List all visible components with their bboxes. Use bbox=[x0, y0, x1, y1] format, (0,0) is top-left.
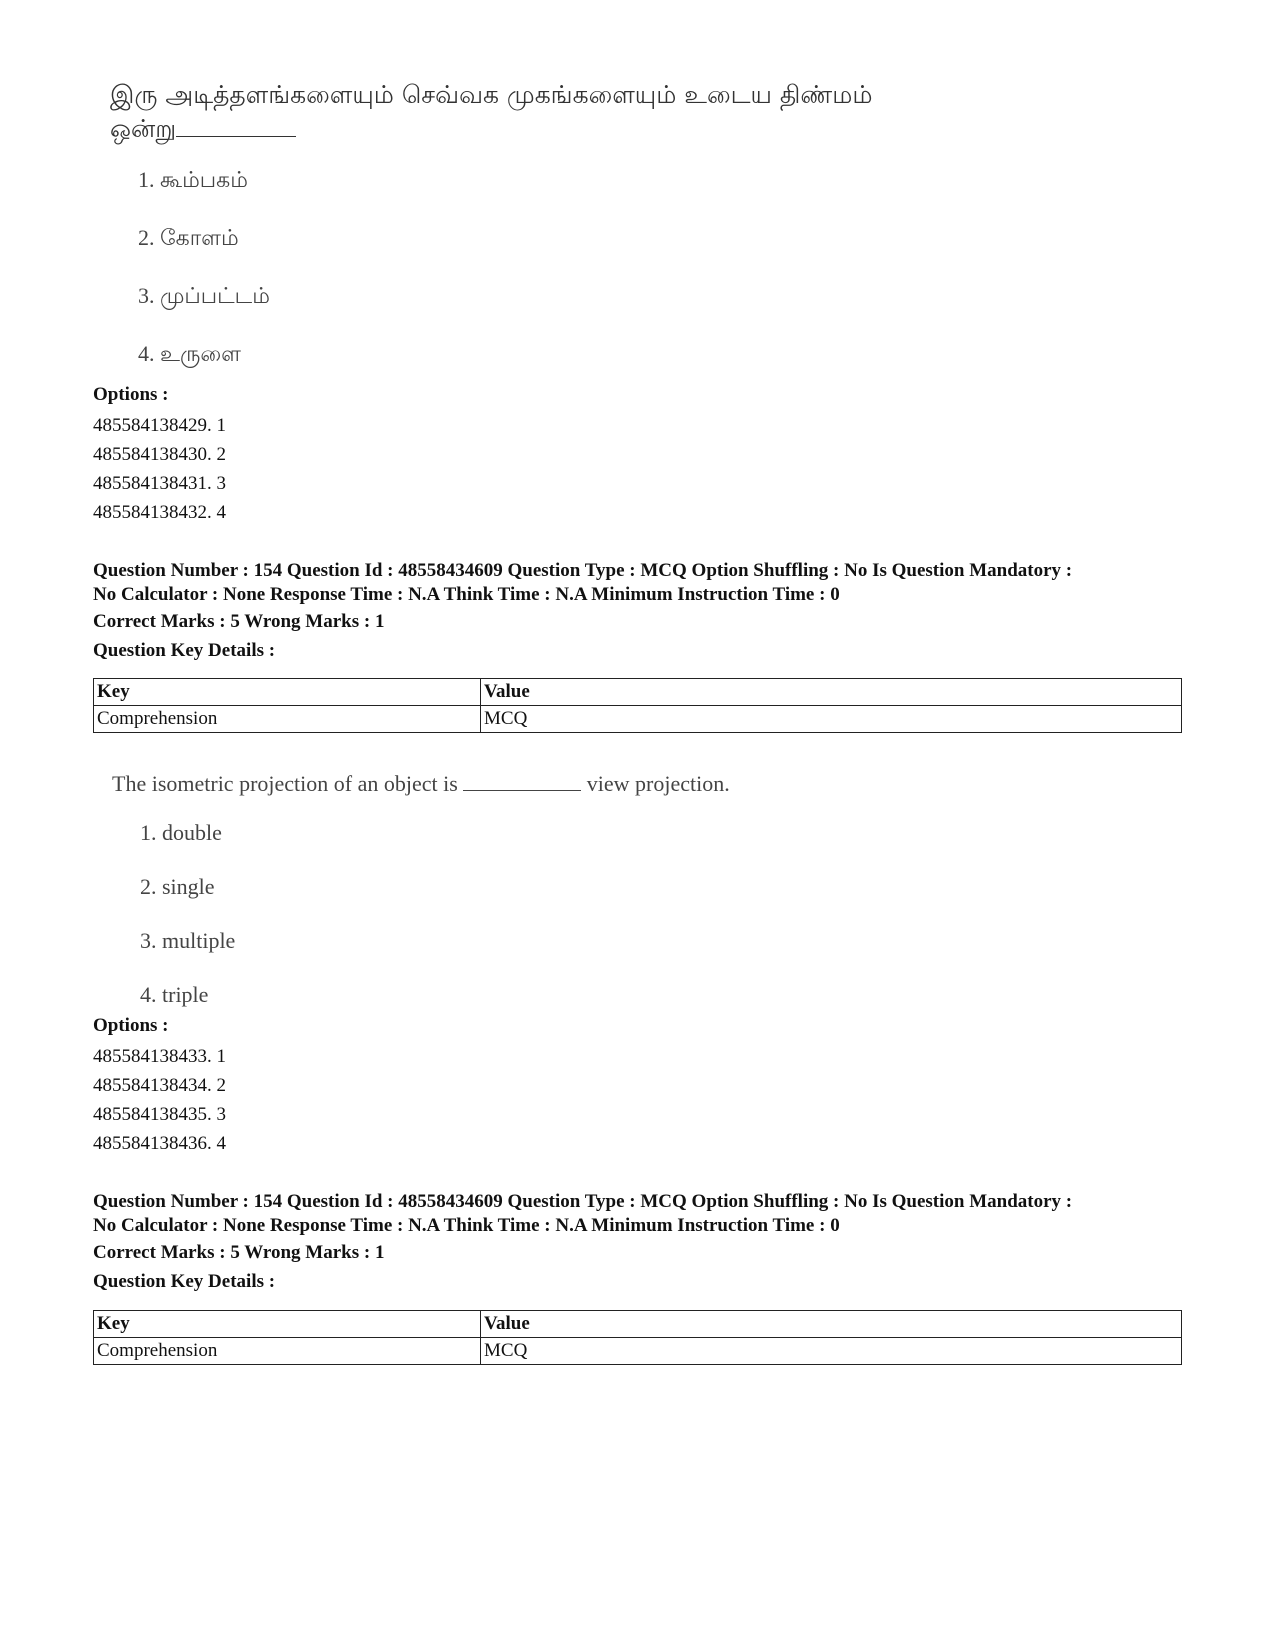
choice-item: 3. முப்பட்டம் bbox=[138, 283, 270, 309]
choice-item: 3. multiple bbox=[140, 928, 236, 953]
table-header-value: Value bbox=[481, 1311, 1182, 1338]
table-cell-key: Comprehension bbox=[94, 706, 481, 733]
marks-line: Correct Marks : 5 Wrong Marks : 1 bbox=[93, 1242, 385, 1263]
table-cell-key: Comprehension bbox=[94, 1338, 481, 1365]
options-list bbox=[93, 383, 226, 527]
question-meta bbox=[93, 559, 1193, 665]
question-choices-tamil bbox=[138, 165, 270, 397]
question-info-line-2: No Calculator : None Response Time : N.A Think Time : N.A Minimum Instruction Time : 0 bbox=[93, 1215, 840, 1236]
choice-item: 4. உருளை bbox=[138, 341, 242, 367]
table-header-row bbox=[94, 679, 1182, 706]
question-text-english: The isometric projection of an object is view projection. bbox=[112, 771, 730, 796]
option-id-line: 485584138430. 2 bbox=[93, 444, 226, 465]
option-id-line: 485584138436. 4 bbox=[93, 1133, 226, 1154]
question-info-line-2: No Calculator : None Response Time : N.A Think Time : N.A Minimum Instruction Time : 0 bbox=[93, 584, 840, 605]
question-text-tamil bbox=[110, 78, 1010, 146]
option-id-line: 485584138432. 4 bbox=[93, 502, 226, 523]
option-id-line: 485584138431. 3 bbox=[93, 473, 226, 494]
option-id-line: 485584138434. 2 bbox=[93, 1075, 226, 1096]
question-line-1: இரு அடித்தளங்களையும் செவ்வக முகங்களையும் உடைய திண்மம் bbox=[110, 80, 873, 109]
table-cell-value: MCQ bbox=[481, 706, 1182, 733]
key-details-label: Question Key Details : bbox=[93, 640, 276, 661]
table-header-key: Key bbox=[94, 679, 481, 706]
choice-item: 1. double bbox=[140, 820, 222, 845]
options-list bbox=[93, 1014, 226, 1158]
question-info-line-1: Question Number : 154 Question Id : 48558434609 Question Type : MCQ Option Shuffling : No Is Question Mandatory : bbox=[93, 1191, 1073, 1212]
key-details-table bbox=[93, 678, 1182, 733]
table-row bbox=[94, 706, 1182, 733]
question-choices-english bbox=[140, 820, 235, 1036]
option-id-line: 485584138433. 1 bbox=[93, 1046, 226, 1067]
table-row bbox=[94, 1338, 1182, 1365]
table-cell-value: MCQ bbox=[481, 1338, 1182, 1365]
question-info-line-1: Question Number : 154 Question Id : 48558434609 Question Type : MCQ Option Shuffling : No Is Question Mandatory : bbox=[93, 560, 1073, 581]
table-header-key: Key bbox=[94, 1311, 481, 1338]
choice-item: 4. triple bbox=[140, 982, 209, 1007]
marks-line: Correct Marks : 5 Wrong Marks : 1 bbox=[93, 611, 385, 632]
table-header-row bbox=[94, 1311, 1182, 1338]
key-details-table bbox=[93, 1310, 1182, 1365]
key-details-label: Question Key Details : bbox=[93, 1271, 276, 1292]
choice-item: 2. கோளம் bbox=[138, 225, 239, 251]
answer-blank bbox=[463, 770, 581, 791]
option-id-line: 485584138429. 1 bbox=[93, 415, 226, 436]
choice-item: 2. single bbox=[140, 874, 215, 899]
table-header-value: Value bbox=[481, 679, 1182, 706]
question-meta bbox=[93, 1190, 1193, 1296]
choice-item: 1. கூம்பகம் bbox=[138, 167, 248, 193]
answer-blank bbox=[176, 114, 296, 137]
options-title: Options : bbox=[93, 384, 169, 405]
option-id-line: 485584138435. 3 bbox=[93, 1104, 226, 1125]
question-line-2: ஒன்று bbox=[110, 112, 1010, 146]
options-title: Options : bbox=[93, 1015, 169, 1036]
